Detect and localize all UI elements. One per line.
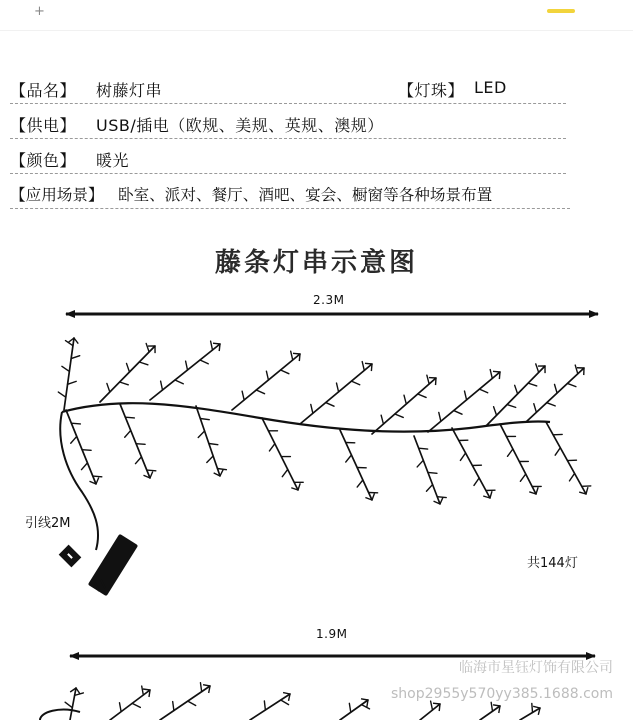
- diagram-title: 藤条灯串示意图: [214, 248, 418, 278]
- vine-branch-1: [58, 338, 79, 410]
- length-top-label: 2.3M: [313, 293, 345, 307]
- vine-branch-3: [100, 343, 155, 402]
- bottom-vine-branch-7: [480, 702, 500, 720]
- vine-branch-5: [150, 341, 220, 400]
- vine-branch-15: [486, 364, 545, 426]
- vine-branch-4: [120, 404, 156, 478]
- bottom-vine-partial: [40, 683, 540, 720]
- spec-bead-label: 【灯珠】: [398, 81, 465, 100]
- vine-branch-6: [196, 406, 226, 476]
- length-bottom-label: 1.9M: [316, 627, 348, 641]
- bulb-count-label: 共144灯: [527, 556, 578, 571]
- bottom-vine-branch-1: [65, 688, 83, 720]
- vine-branch-9: [300, 362, 372, 424]
- vine-branch-12: [414, 436, 446, 504]
- spec-color-value: 暖光: [96, 151, 130, 170]
- vine-branch-8: [262, 418, 303, 490]
- bottom-vine-branch-5: [340, 699, 370, 720]
- vine-branch-17: [526, 365, 584, 422]
- bottom-vine-branch-2: [110, 686, 150, 720]
- spec-color-label: 【颜色】: [10, 151, 77, 170]
- vine-branch-10: [340, 430, 378, 500]
- vine-branch-18: [546, 422, 591, 494]
- bottom-vine-branch-8: [520, 703, 540, 720]
- vine-branch-7: [232, 351, 300, 410]
- vine-branch-14: [452, 428, 495, 498]
- plus-icon[interactable]: +: [34, 4, 45, 19]
- spec-scene-value: 卧室、派对、餐厅、酒吧、宴会、橱窗等各种场景布置: [118, 186, 493, 204]
- bottom-vine-branch-6: [420, 701, 440, 720]
- spec-name-label: 【品名】: [10, 81, 77, 100]
- watermark-company: 临海市星钰灯饰有限公司: [459, 660, 613, 676]
- lead-wire-label: 引线2M: [25, 516, 71, 531]
- watermark-shop: shop2955y570yy385.1688.com: [391, 686, 613, 702]
- spec-power-value: USB/插电（欧规、美规、英规、澳规）: [96, 116, 384, 135]
- spec-name-value: 树藤灯串: [96, 81, 163, 100]
- vine-branch-16: [500, 424, 541, 494]
- plug-adapter: [59, 534, 139, 597]
- bottom-vine-branch-4: [250, 693, 290, 720]
- vine-branch-11: [372, 375, 436, 434]
- spec-scene-label: 【应用场景】: [10, 186, 104, 204]
- spec-power-label: 【供电】: [10, 116, 77, 135]
- main-vine: [62, 403, 550, 431]
- bottom-vine-branch-3: [160, 683, 210, 720]
- lead-wire: [60, 412, 98, 550]
- spec-bead-value: LED: [474, 78, 507, 97]
